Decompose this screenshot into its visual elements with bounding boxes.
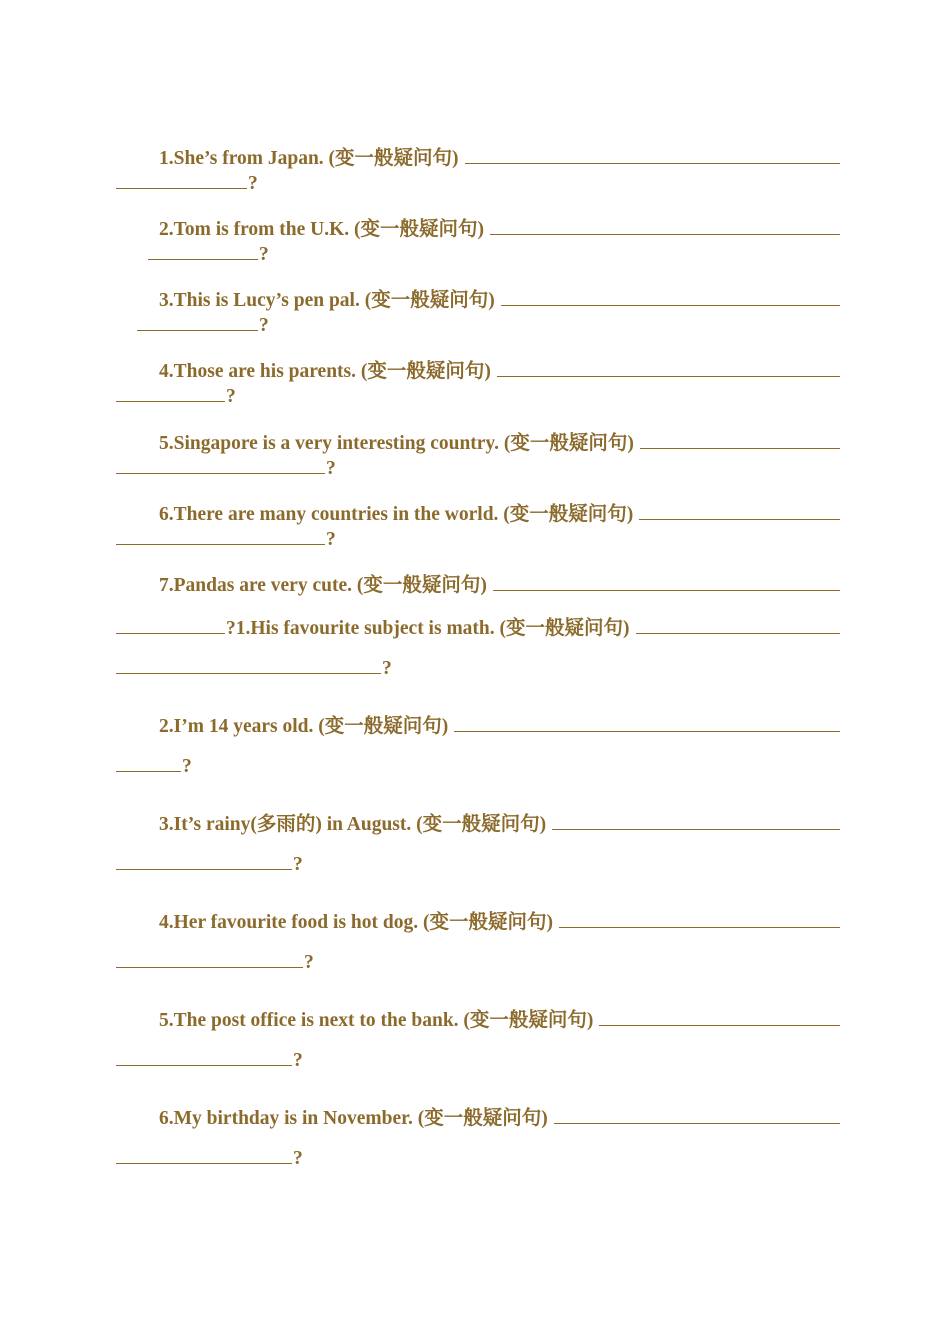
question-b5 — [116, 1004, 840, 1075]
answer-blank[interactable] — [636, 615, 840, 634]
question-prompt: 6.There are many countries in the world. (变一般疑问句) — [159, 504, 634, 525]
answer-blank[interactable] — [554, 1105, 840, 1124]
question-prompt: 7.Pandas are very cute. (变一般疑问句) — [159, 575, 487, 596]
question-b1 — [116, 612, 840, 683]
question-mark: ? — [304, 952, 314, 973]
question-b3 — [116, 808, 840, 879]
question-mark: ? — [226, 386, 236, 407]
answer-blank[interactable] — [599, 1007, 840, 1026]
question-prompt: 5.Singapore is a very interesting country. (变一般疑问句) — [159, 433, 634, 454]
question-prompt: 6.My birthday is in November. (变一般疑问句) — [159, 1108, 548, 1129]
answer-blank[interactable] — [497, 358, 840, 377]
question-prompt: 4.Those are his parents. (变一般疑问句) — [159, 361, 491, 382]
question-mark: ? — [326, 529, 336, 550]
question-a7 — [116, 569, 840, 597]
question-a5 — [116, 427, 840, 483]
answer-blank[interactable] — [490, 216, 840, 235]
question-prompt: 4.Her favourite food is hot dog. (变一般疑问句) — [159, 912, 553, 933]
question-prompt: 2.I’m 14 years old. (变一般疑问句) — [159, 716, 449, 737]
question-mark: ? — [293, 1148, 303, 1169]
answer-blank-continued[interactable] — [116, 455, 325, 474]
question-a3 — [116, 284, 840, 340]
answer-blank[interactable] — [559, 909, 840, 928]
answer-blank-continued[interactable] — [116, 655, 381, 674]
answer-blank-continued[interactable] — [116, 383, 225, 402]
question-prompt: 1.She’s from Japan. (变一般疑问句) — [159, 148, 459, 169]
answer-blank-continued[interactable] — [116, 1047, 292, 1066]
question-b4 — [116, 906, 840, 977]
question-mark: ? — [248, 173, 258, 194]
question-a6 — [116, 498, 840, 554]
answer-blank-continued[interactable] — [116, 1145, 292, 1164]
answer-blank[interactable] — [552, 811, 840, 830]
answer-blank-continued[interactable] — [137, 312, 258, 331]
answer-blank[interactable] — [465, 145, 840, 164]
question-mark: ? — [259, 244, 269, 265]
question-mark: ? — [326, 458, 336, 479]
question-a4 — [116, 355, 840, 411]
question-prompt: 2.Tom is from the U.K. (变一般疑问句) — [159, 219, 484, 240]
answer-blank-continued[interactable] — [116, 949, 303, 968]
question-a2 — [116, 213, 840, 269]
answer-blank[interactable] — [493, 572, 840, 591]
question-mark: ? — [382, 658, 392, 679]
answer-blank-continued[interactable] — [116, 526, 325, 545]
question-prompt: 1.His favourite subject is math. (变一般疑问句) — [235, 618, 630, 639]
question-b2 — [116, 710, 840, 781]
question-mark: ? — [259, 315, 269, 336]
answer-blank[interactable] — [640, 430, 840, 449]
answer-blank-continued[interactable] — [116, 170, 247, 189]
answer-blank-continued[interactable] — [116, 615, 225, 634]
question-prompt: 5.The post office is next to the bank. (变一般疑问句) — [159, 1010, 594, 1031]
answer-blank-continued[interactable] — [148, 241, 258, 260]
answer-blank[interactable] — [639, 501, 840, 520]
question-mark: ? — [182, 756, 192, 777]
question-mark: ? — [226, 618, 236, 639]
answer-blank-continued[interactable] — [116, 851, 292, 870]
answer-blank[interactable] — [501, 287, 840, 306]
question-prompt: 3.This is Lucy’s pen pal. (变一般疑问句) — [159, 290, 495, 311]
question-mark: ? — [293, 854, 303, 875]
question-mark: ? — [293, 1050, 303, 1071]
question-prompt: 3.It’s rainy(多雨的) in August. (变一般疑问句) — [159, 814, 547, 835]
question-b6 — [116, 1102, 840, 1173]
answer-blank-continued[interactable] — [116, 753, 181, 772]
question-a1 — [116, 142, 840, 198]
answer-blank[interactable] — [454, 713, 840, 732]
